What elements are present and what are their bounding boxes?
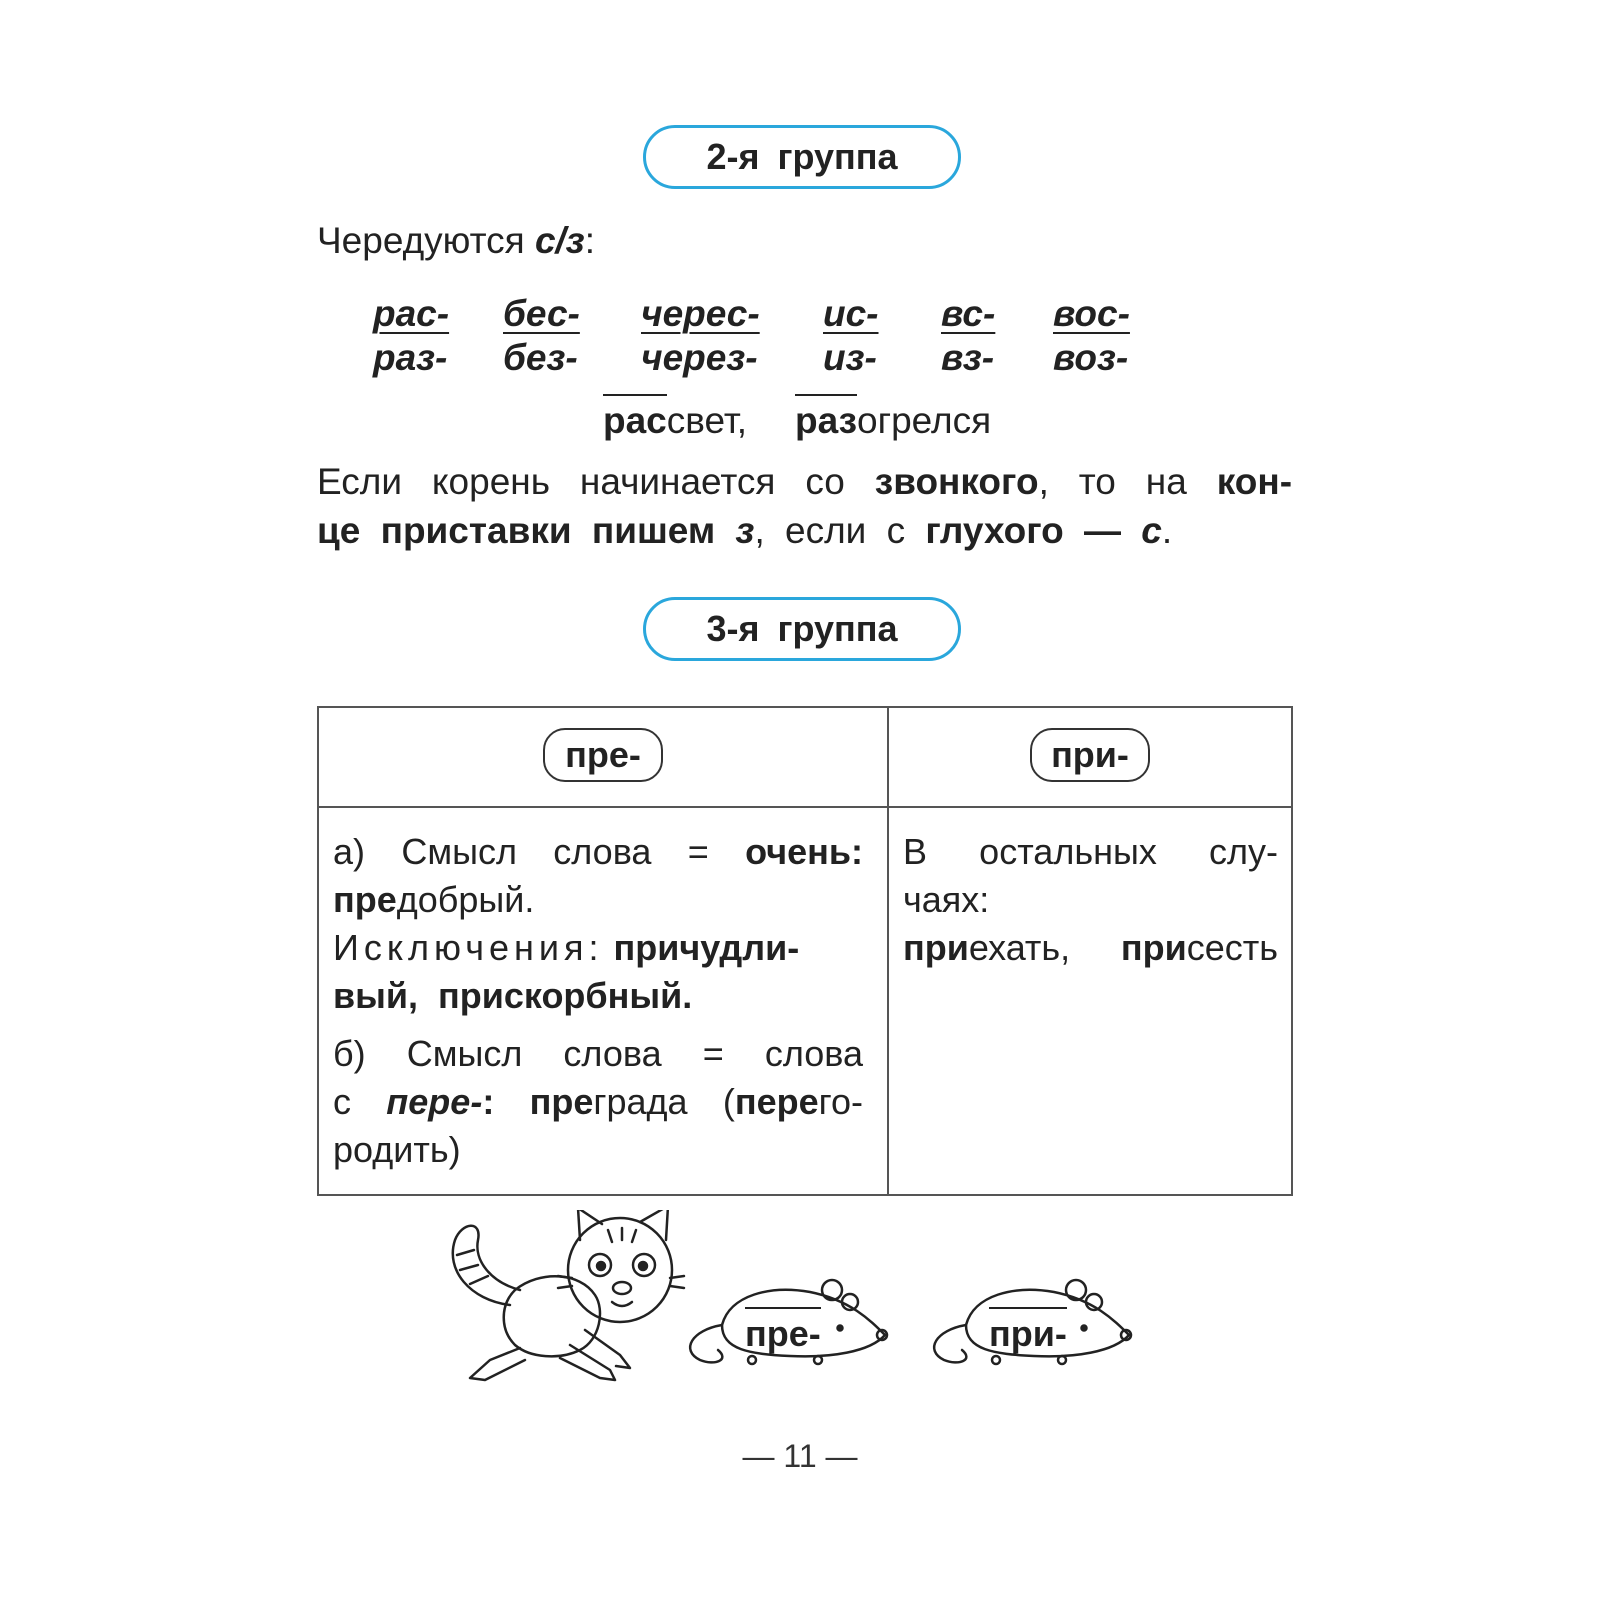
- example-word: [795, 400, 991, 442]
- rule-text: , то на: [1038, 461, 1187, 502]
- example-rest: града (: [593, 1081, 735, 1122]
- rule-b-line: б) Смысл слова = слова: [333, 1033, 863, 1074]
- group2-title: 2-я группа: [643, 125, 961, 189]
- prefix-top: вс-: [941, 293, 996, 334]
- rule-text: .: [1161, 510, 1173, 551]
- example-bold: при: [903, 927, 969, 968]
- prefix-top: ис-: [823, 293, 879, 334]
- table-horizontal-divider: [319, 806, 1291, 808]
- example-bold: пере: [734, 1081, 819, 1122]
- example-bold: при: [1120, 927, 1187, 968]
- exceptions-label: Исключения:: [333, 927, 604, 968]
- pri-rule-line: В остальных слу-: [903, 831, 1278, 872]
- prefix-bottom: воз-: [1053, 337, 1129, 378]
- rule-a-line: [333, 828, 863, 876]
- prefix-table: [317, 706, 1293, 1196]
- mouse2-label-text: при-: [989, 1313, 1067, 1354]
- exceptions-line-2: [333, 972, 863, 1020]
- rule-bold: глухого —: [925, 510, 1122, 551]
- mouse1-label: [745, 1313, 821, 1355]
- prefix-bottom: без-: [503, 337, 578, 378]
- prefix-top: рас-: [373, 293, 450, 334]
- prefix-bottom: вз-: [941, 337, 995, 378]
- header-tag-pri: при-: [1030, 728, 1150, 782]
- prefix-top: черес-: [641, 293, 760, 334]
- example-rest: ехать,: [968, 927, 1071, 968]
- cat-icon: [453, 1210, 684, 1380]
- intro-em: с/з: [534, 220, 585, 261]
- exception-word: вый, прискорбный.: [333, 975, 693, 1016]
- example-word: [603, 400, 747, 442]
- table-vertical-divider: [887, 708, 889, 1194]
- example-prefix: рас: [603, 400, 667, 441]
- prefix-top: бес-: [503, 293, 580, 334]
- intro-text: Чередуются: [317, 220, 535, 261]
- cell-pri: [903, 828, 1278, 972]
- prefix-pair: [941, 292, 995, 380]
- rule-b-line-3: родить): [333, 1129, 461, 1170]
- prefix-pair: [641, 292, 760, 380]
- rule-bold: це приставки пишем: [317, 510, 716, 551]
- prefix-top: вос-: [1053, 293, 1130, 334]
- rule-a-text: а) Смысл слова =: [333, 831, 709, 872]
- example-rest: огрелся: [857, 400, 992, 441]
- rule-bold: звонкого: [874, 461, 1039, 502]
- exceptions-line: [333, 924, 863, 972]
- rule-b-colon: :: [482, 1081, 495, 1122]
- exception-word: причудли-: [613, 927, 800, 968]
- mouse2-label: [989, 1313, 1067, 1355]
- pri-rule-line-2: чаях:: [903, 879, 990, 920]
- rule-b-line-2: [333, 1078, 863, 1126]
- example-rest: го-: [818, 1081, 863, 1122]
- group3-title: 3-я группа: [643, 597, 961, 661]
- cell-pre: [333, 828, 863, 1174]
- rule-b-em: пере-: [386, 1081, 483, 1122]
- alternation-intro: [317, 220, 595, 262]
- rule-em: с: [1141, 510, 1162, 551]
- example-bold: пре: [333, 879, 397, 920]
- example-bold: пре: [529, 1081, 594, 1122]
- mouse1-label-text: пре-: [745, 1313, 821, 1354]
- pri-examples: [903, 924, 1278, 972]
- rule-text: , если с: [754, 510, 906, 551]
- intro-colon: :: [584, 220, 595, 261]
- prefix-bottom: из-: [823, 337, 877, 378]
- prefix-pair: [503, 292, 580, 380]
- example-rest: добрый.: [396, 879, 535, 920]
- example-rest: свет,: [666, 400, 747, 441]
- rule-line-2: [317, 510, 1172, 552]
- prefix-bottom: раз-: [373, 337, 448, 378]
- rule-line-1: [317, 461, 1292, 503]
- cat-and-mice-illustration: [430, 1210, 1170, 1410]
- rule-a-bold: очень:: [745, 831, 863, 872]
- example-prefix: раз: [795, 400, 858, 441]
- prefix-pair: [373, 292, 449, 380]
- example-rest: сесть: [1186, 927, 1278, 968]
- page-number: — 11 —: [742, 1438, 858, 1474]
- prefix-pair: [823, 292, 879, 380]
- rule-text: Если корень начинается со: [317, 461, 845, 502]
- rule-em: з: [735, 510, 755, 551]
- header-tag-pre: пре-: [543, 728, 663, 782]
- rule-a-example: [333, 876, 863, 924]
- prefix-bottom: через-: [641, 337, 758, 378]
- rule-bold: кон-: [1216, 461, 1293, 502]
- rule-b-text: с: [333, 1081, 351, 1122]
- prefix-pair: [1053, 292, 1130, 380]
